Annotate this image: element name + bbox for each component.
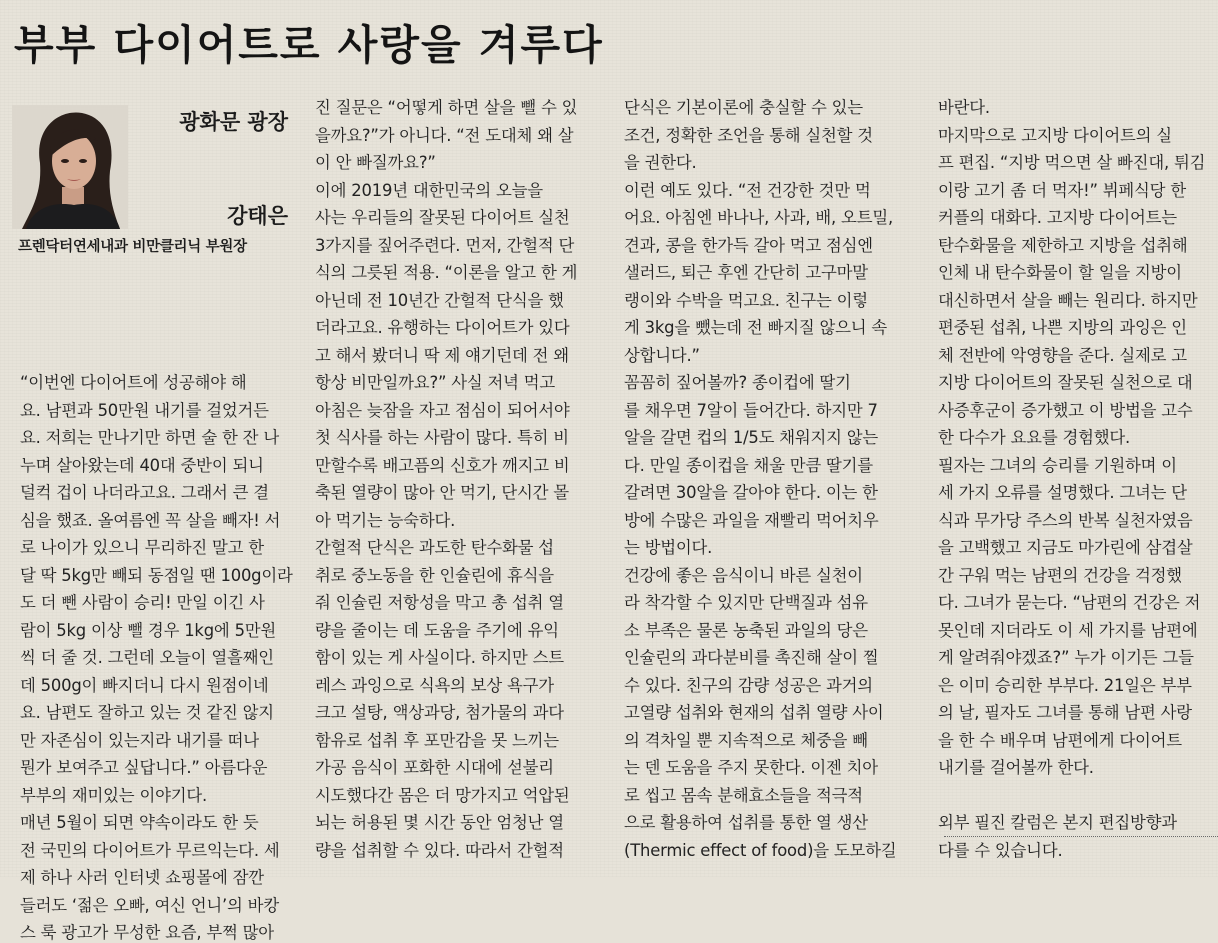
- text-line: 이 안 빠질까요?”: [315, 153, 436, 172]
- text-line: 으로 활용하여 섭취를 통한 열 생산: [624, 813, 868, 832]
- text-line: 부부의 재미있는 이야기다.: [20, 785, 207, 805]
- text-line: 량을 줄이는 데 도움을 주기에 유익: [315, 620, 559, 640]
- text-line: 꼼꼼히 짚어볼까? 종이컵에 딸기: [624, 373, 851, 392]
- text-line: 사는 우리들의 잘못된 다이어트 실천: [315, 208, 570, 227]
- text-line: 3가지를 짚어주련다. 먼저, 간헐적 단: [315, 235, 575, 255]
- text-line: 다. 그녀가 묻는다. “남편의 건강은 저: [938, 593, 1201, 612]
- text-line: 은 이미 승리한 부부다. 21일은 부부: [938, 675, 1192, 695]
- text-line: 못인데 지더라도 이 세 가지를 남편에: [938, 620, 1198, 640]
- text-line: 누며 살아왔는데 40대 중반이 되니: [20, 455, 264, 475]
- text-line: 사증후군이 증가했고 이 방법을 고수: [938, 400, 1193, 420]
- text-line: 내기를 걸어볼까 한다.: [938, 758, 1094, 777]
- text-line: 들러도 ‘젊은 오빠, 여신 언니’의 바캉: [20, 895, 279, 915]
- text-line: 어요. 아침엔 바나나, 사과, 배, 오트밀,: [624, 208, 893, 227]
- text-line: 만할수록 배고픔의 신호가 깨지고 비: [315, 455, 570, 475]
- text-line: 랭이와 수박을 먹고요. 친구는 이렇: [624, 290, 868, 310]
- text-line: 이에 2019년 대한민국의 오늘을: [315, 180, 543, 200]
- text-line: 요. 남편도 잘하고 있는 것 같진 않지: [20, 703, 274, 722]
- text-line: 방에 수많은 과일을 재빨리 먹어치우: [624, 510, 879, 530]
- text-line: 게 3kg을 뺐는데 전 빠지질 않으니 속: [624, 318, 888, 337]
- text-line: 지방 다이어트의 잘못된 실천으로 대: [938, 373, 1193, 392]
- text-line: 항상 비만일까요?” 사실 저녁 먹고: [315, 373, 556, 392]
- author-title: 프렌닥터연세내과 비만클리닉 부원장: [18, 239, 247, 255]
- text-line: 탄수화물을 제한하고 지방을 섭취해: [938, 235, 1188, 255]
- text-line: 세 가지 오류를 설명했다. 그녀는 단: [938, 483, 1187, 502]
- text-line: 데 500g이 빠지더니 다시 원점이네: [20, 675, 269, 695]
- text-line: 다. 만일 종이컵을 채울 만큼 딸기를: [624, 455, 873, 475]
- text-line: 함유로 섭취 후 포만감을 못 느끼는: [315, 730, 559, 750]
- text-line: 을 권한다.: [624, 153, 697, 172]
- text-line: 아닌데 전 10년간 간헐적 단식을 했: [315, 290, 564, 310]
- disclaimer-divider: [944, 836, 1218, 837]
- text-line: 도 더 뺀 사람이 승리! 만일 이긴 사: [20, 593, 265, 612]
- text-line: 이랑 고기 좀 더 먹자!” 뷔페식당 한: [938, 180, 1186, 200]
- text-line: 편중된 섭취, 나쁜 지방의 과잉은 인: [938, 318, 1187, 337]
- text-line: 단식은 기본이론에 충실할 수 있는: [624, 98, 863, 117]
- text-line: 는 덴 도움을 주지 못한다. 이젠 치아: [624, 758, 878, 777]
- text-line: 다를 수 있습니다.: [938, 840, 1063, 860]
- text-line: 축된 열량이 많아 안 먹기, 단시간 몰: [315, 483, 569, 502]
- text-line: 의 날, 필자도 그녀를 통해 남편 사랑: [938, 703, 1192, 722]
- text-line: 외부 필진 칼럼은 본지 편집방향과: [938, 813, 1177, 832]
- text-line: 상합니다.”: [624, 345, 700, 365]
- text-line: 의 격차일 뿐 지속적으로 체중을 빼: [624, 730, 868, 750]
- text-line: 알을 갈면 컵의 1/5도 채워지지 않는: [624, 428, 879, 447]
- text-line: 소 부족은 물론 농축된 과일의 당은: [624, 620, 868, 640]
- text-line: 함이 있는 게 사실이다. 하지만 스트: [315, 648, 564, 667]
- text-line: 진 질문은 “어떻게 하면 살을 뺄 수 있: [315, 98, 578, 117]
- text-line: 를 채우면 7알이 들어간다. 하지만 7: [624, 400, 878, 420]
- text-line: 첫 식사를 하는 사람이 많다. 특히 비: [315, 428, 569, 447]
- text-line: 샐러드, 퇴근 후엔 간단히 고구마말: [624, 263, 868, 282]
- text-line: 가공 음식이 포화한 시대에 섣불리: [315, 758, 554, 777]
- text-line: 아 먹기는 능숙하다.: [315, 510, 456, 530]
- text-line: 요. 남편과 50만원 내기를 걸었거든: [20, 400, 269, 420]
- text-line: 갈려면 30알을 갈아야 한다. 이는 한: [624, 483, 878, 502]
- text-line: 스 룩 광고가 무성한 요즘, 부쩍 많아: [20, 923, 274, 942]
- text-line: 간 구워 먹는 남편의 건강을 걱정했: [938, 565, 1182, 585]
- text-line: 량을 섭취할 수 있다. 따라서 간헐적: [315, 840, 564, 860]
- text-line: 식의 그릇된 적용. “이론을 알고 한 게: [315, 263, 578, 282]
- text-line: 뭔가 보여주고 싶답니다.” 아름다운: [20, 758, 268, 777]
- text-line: 크고 설탕, 액상과당, 첨가물의 과다: [315, 703, 564, 722]
- text-line: 게 알려줘야겠죠?” 누가 이기든 그들: [938, 648, 1194, 667]
- text-line: 수 있다. 친구의 감량 성공은 과거의: [624, 675, 873, 695]
- text-line: 프 편집. “지방 먹으면 살 빠진대, 튀김: [938, 153, 1206, 172]
- text-line: 더라고요. 유행하는 다이어트가 있다: [315, 318, 570, 337]
- text-line: 뇌는 허용된 몇 시간 동안 엄청난 열: [315, 813, 564, 832]
- column-4: [938, 0, 1218, 877]
- column-3: [624, 0, 924, 877]
- text-line: 마지막으로 고지방 다이어트의 실: [938, 125, 1172, 145]
- text-line: 고 해서 봤더니 딱 제 얘기던데 전 왜: [315, 345, 569, 365]
- text-line: 커플의 대화다. 고지방 다이어트는: [938, 208, 1177, 227]
- text-line: 인체 내 탄수화물이 할 일을 지방이: [938, 263, 1182, 282]
- text-line: 한 다수가 요요를 경험했다.: [938, 428, 1131, 447]
- text-line: 바란다.: [938, 98, 990, 117]
- column-2: [315, 0, 611, 877]
- text-line: “이번엔 다이어트에 성공해야 해: [20, 373, 247, 392]
- text-line: 로 씹고 몸속 분해효소들을 적극적: [624, 785, 863, 805]
- text-line: 아침은 늦잠을 자고 점심이 되어서야: [315, 400, 570, 420]
- text-line: 줘 인슐린 저항성을 막고 총 섭취 열: [315, 593, 564, 612]
- text-line: 전 국민의 다이어트가 무르익는다. 세: [20, 840, 280, 860]
- text-line: 대신하면서 살을 빼는 원리다. 하지만: [938, 290, 1198, 310]
- text-line: 제 하나 사러 인터넷 쇼핑몰에 잠깐: [20, 868, 264, 887]
- text-line: 라 착각할 수 있지만 단백질과 섬유: [624, 593, 868, 612]
- section-label: 광화문 광장: [179, 110, 288, 134]
- text-line: 건강에 좋은 음식이니 바른 실천이: [624, 565, 863, 585]
- text-line: 취로 중노동을 한 인슐린에 휴식을: [315, 565, 554, 585]
- text-line: 고열량 섭취와 현재의 섭취 열량 사이: [624, 703, 884, 722]
- text-line: 간헐적 단식은 과도한 탄수화물 섭: [315, 538, 554, 557]
- text-line: 로 나이가 있으니 무리하진 말고 한: [20, 538, 264, 557]
- text-line: 는 방법이다.: [624, 538, 713, 557]
- column-1: [20, 0, 293, 942]
- text-line: 식과 무가당 주스의 반복 실천자였음: [938, 510, 1193, 530]
- text-line: 덜컥 겁이 나더라고요. 그래서 큰 결: [20, 483, 269, 502]
- text-line: (Thermic effect of food)을 도모하길: [624, 840, 897, 860]
- text-line: 을까요?”가 아니다. “전 도대체 왜 살: [315, 125, 574, 145]
- text-line: 람이 5kg 이상 뺄 경우 1kg에 5만원: [20, 620, 277, 640]
- headline: 부부 다이어트로 사랑을 겨루다: [14, 21, 604, 69]
- text-line: 씩 더 줄 것. 그런데 오늘이 열흘째인: [20, 648, 274, 667]
- author-name: 강태은: [227, 204, 288, 228]
- text-line: 달 딱 5kg만 빼되 동점일 땐 100g이라: [20, 565, 293, 585]
- text-line: 이런 예도 있다. “전 건강한 것만 먹: [624, 180, 871, 200]
- text-line: 인슐린의 과다분비를 촉진해 살이 찔: [624, 648, 879, 667]
- text-line: 을 고백했고 지금도 마가린에 삼겹살: [938, 538, 1193, 557]
- text-line: 레스 과잉으로 식욕의 보상 욕구가: [315, 675, 554, 695]
- text-line: 체 전반에 악영향을 준다. 실제로 고: [938, 345, 1187, 365]
- text-line: 매년 5월이 되면 약속이라도 한 듯: [20, 813, 259, 832]
- text-line: 심을 했죠. 올여름엔 꼭 살을 빼자! 서: [20, 510, 281, 530]
- text-line: 필자는 그녀의 승리를 기원하며 이: [938, 455, 1177, 475]
- text-line: 만 자존심이 있는지라 내기를 떠나: [20, 730, 259, 750]
- text-line: 요. 저희는 만나기만 하면 술 한 잔 나: [20, 428, 279, 447]
- text-line: 시도했다간 몸은 더 망가지고 억압된: [315, 785, 570, 805]
- text-line: 을 한 수 배우며 남편에게 다이어트: [938, 730, 1182, 750]
- text-line: 조건, 정확한 조언을 통해 실천할 것: [624, 125, 873, 145]
- text-line: 견과, 콩을 한가득 갈아 먹고 점심엔: [624, 235, 873, 255]
